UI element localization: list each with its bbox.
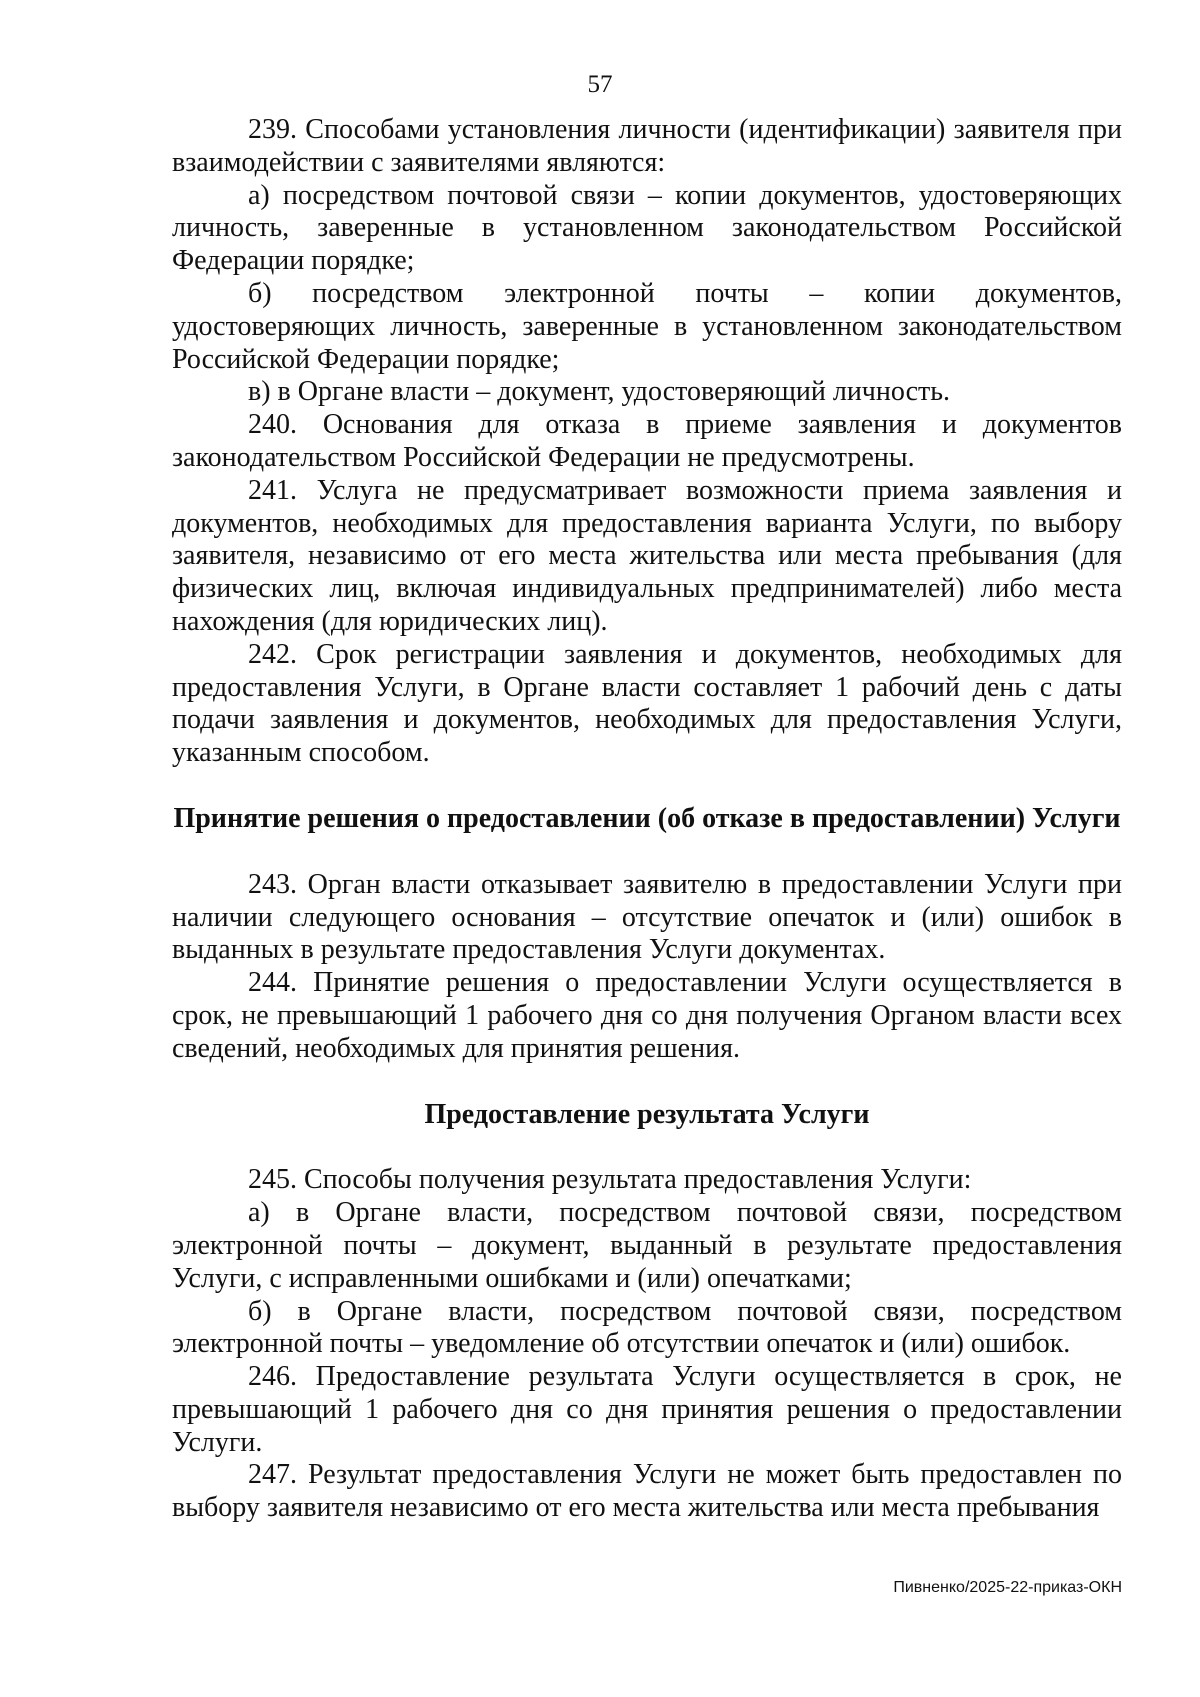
paragraph-243: 243. Орган власти отказывает заявителю в предоставлении Услуги при наличии следующего основания – отсутствие опечаток и (или) ошибок в выданных в результате предоставления Услуги документах. xyxy=(172,868,1122,966)
paragraph-240: 240. Основания для отказа в приеме заявления и документов законодательством Российской Федерации не предусмотрены. xyxy=(172,409,1122,473)
section-heading-result: Предоставление результата Услуги xyxy=(424,1098,870,1130)
section-heading-decision: Принятие решения о предоставлении (об отказе в предоставлении) Услуги xyxy=(173,802,1121,834)
paragraph-246: 246. Предоставление результата Услуги осуществляется в срок, не превышающий 1 рабочего дня со дня принятия решения о предоставлении Услуги. xyxy=(172,1361,1122,1458)
paragraph-239-v: в) в Органе власти – документ, удостоверяющий личность. xyxy=(248,376,950,408)
page-number: 57 xyxy=(587,71,613,98)
paragraph-245-a: а) в Органе власти, посредством почтовой связи, посредством электронной почты – документ, выданный в результате предоставления Услуги, с исправленными ошибками и (или) опечатками; xyxy=(172,1197,1122,1294)
paragraph-245-b: б) в Органе власти, посредством почтовой связи, посредством электронной почты – уведомление об отсутствии опечаток и (или) ошибок. xyxy=(172,1295,1122,1360)
paragraph-239: 239. Способами установления личности (идентификации) заявителя при взаимодействии с заявителями являются: xyxy=(172,114,1122,178)
document-footer-id: Пивненко/2025-22-приказ-ОКН xyxy=(893,1579,1122,1596)
paragraph-247: 247. Результат предоставления Услуги не может быть предоставлен по выбору заявителя независимо от его места жительства или места пребывания xyxy=(172,1459,1122,1524)
paragraph-239-a: а) посредством почтовой связи – копии документов, удостоверяющих личность, заверенные в установленном законодательством Российской Федерации порядке; xyxy=(172,179,1122,277)
document-body xyxy=(172,114,1122,1525)
paragraph-245: 245. Способы получения результата предоставления Услуги: xyxy=(248,1164,972,1196)
paragraph-242: 242. Срок регистрации заявления и документов, необходимых для предоставления Услуги, в Органе власти составляет 1 рабочий день с даты подачи заявления и документов, необходимых для предоставления Услуги, указанным способом. xyxy=(172,638,1122,769)
paragraph-239-b: б) посредством электронной почты – копии документов, удостоверяющих личность, заверенные в установленном законодательством Российской Федерации порядке; xyxy=(172,277,1122,375)
paragraph-241: 241. Услуга не предусматривает возможности приема заявления и документов, необходимых для предоставления варианта Услуги, по выбору заявителя, независимо от его места жительства или места пребывания (для физических лиц, включая индивидуальных предпринимателей) либо места нахождения (для юридических лиц). xyxy=(172,474,1122,637)
paragraph-244: 244. Принятие решения о предоставлении Услуги осуществляется в срок, не превышающий 1 рабочего дня со дня получения Органом власти всех сведений, необходимых для принятия решения. xyxy=(172,967,1122,1064)
